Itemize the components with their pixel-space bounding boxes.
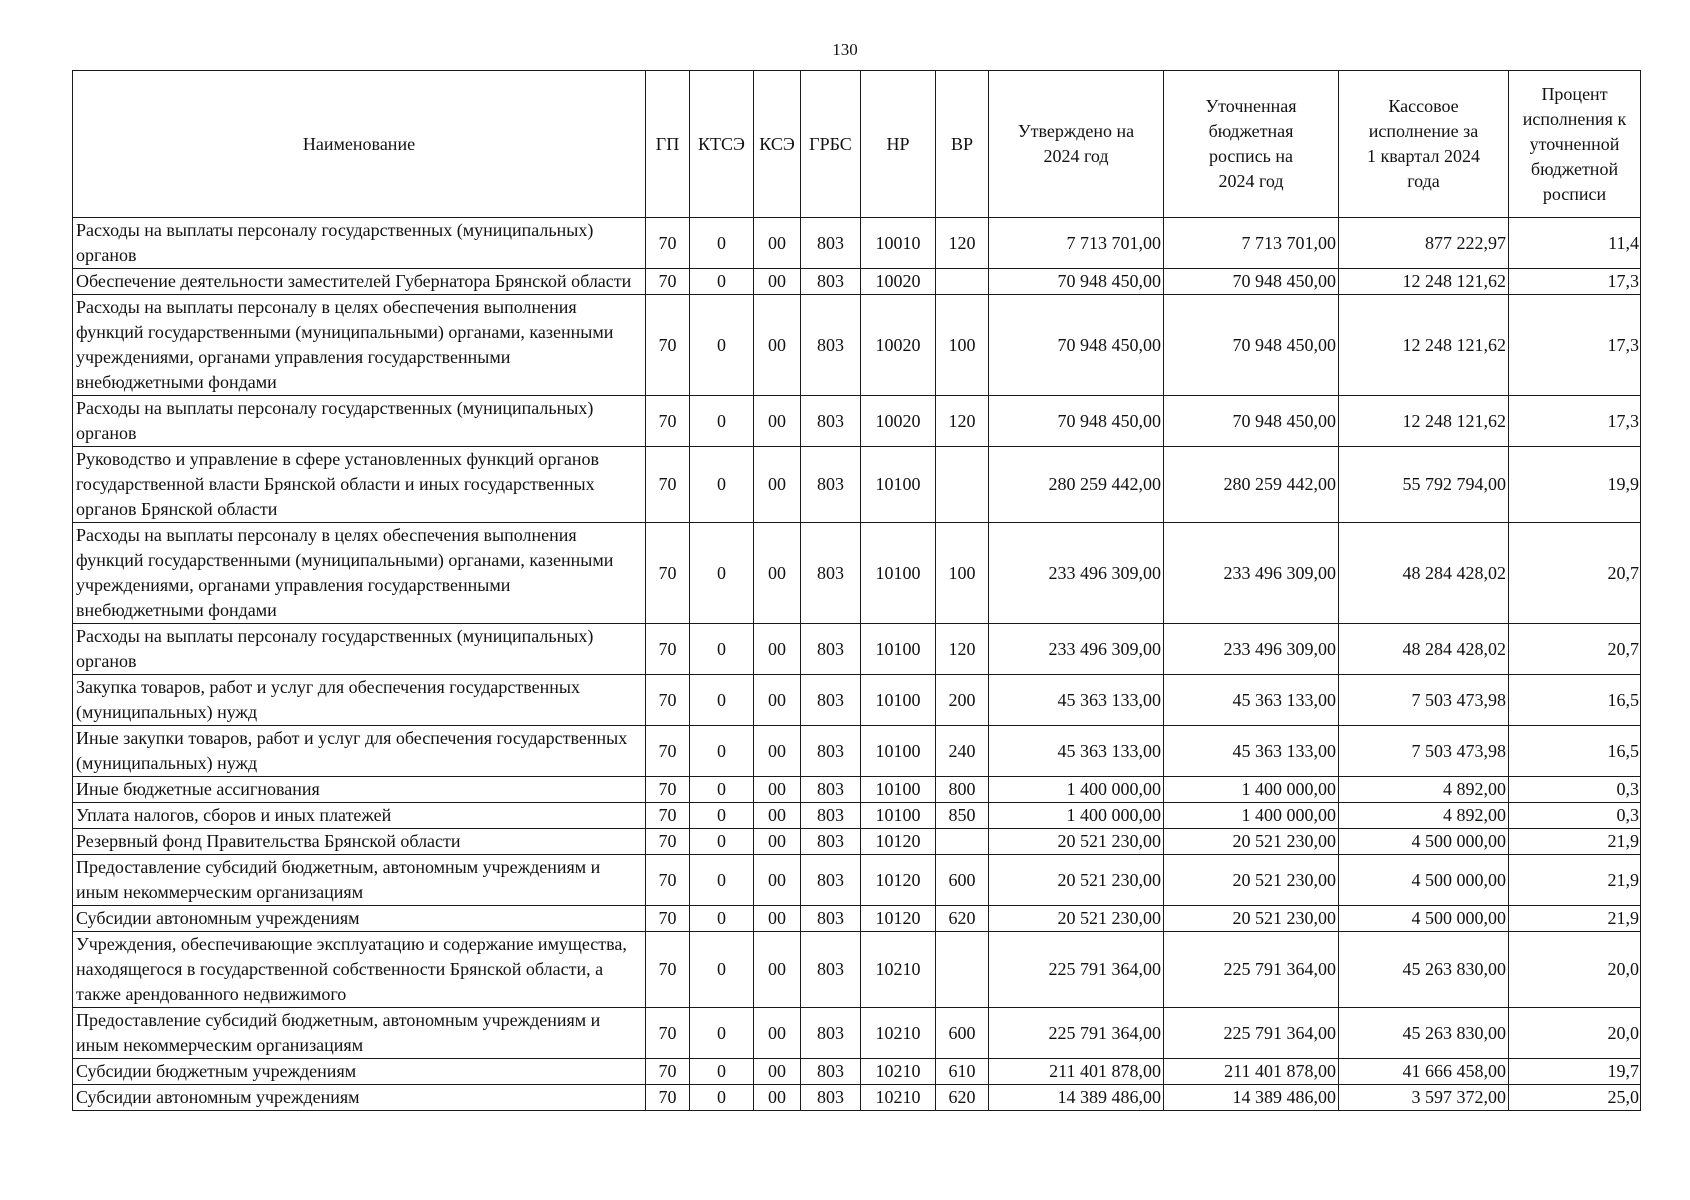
cell-cash: 41 666 458,00 [1339,1059,1509,1085]
cell-approved: 20 521 230,00 [989,855,1164,906]
cell-ktse: 0 [690,218,754,269]
cell-nr: 10100 [861,523,936,624]
cell-kse: 00 [754,624,801,675]
cell-vr: 100 [936,523,989,624]
cell-cash: 4 500 000,00 [1339,829,1509,855]
cell-ktse: 0 [690,624,754,675]
cell-kse: 00 [754,396,801,447]
cell-grbs: 803 [801,447,861,523]
table-row [73,855,1641,906]
cell-percent: 19,9 [1509,447,1641,523]
cell-vr: 240 [936,726,989,777]
cell-gp: 70 [646,1085,690,1111]
cell-percent: 21,9 [1509,855,1641,906]
cell-approved: 20 521 230,00 [989,829,1164,855]
cell-cash: 4 500 000,00 [1339,906,1509,932]
header-kse: КСЭ [754,71,801,218]
cell-kse: 00 [754,855,801,906]
cell-gp: 70 [646,906,690,932]
cell-name: Учреждения, обеспечивающие эксплуатацию и содержание имущества, находящегося в государственной собственности Брянской области, а также арендованного недвижимого [73,932,646,1008]
cell-vr: 200 [936,675,989,726]
table-row [73,726,1641,777]
cell-refined: 70 948 450,00 [1164,295,1339,396]
cell-refined: 1 400 000,00 [1164,777,1339,803]
cell-refined: 1 400 000,00 [1164,803,1339,829]
cell-vr: 120 [936,218,989,269]
cell-approved: 280 259 442,00 [989,447,1164,523]
cell-kse: 00 [754,447,801,523]
cell-vr: 610 [936,1059,989,1085]
cell-nr: 10020 [861,396,936,447]
cell-percent: 17,3 [1509,269,1641,295]
cell-kse: 00 [754,1085,801,1111]
cell-name: Субсидии автономным учреждениям [73,1085,646,1111]
cell-name: Предоставление субсидий бюджетным, автономным учреждениям и иным некоммерческим организациям [73,1008,646,1059]
cell-grbs: 803 [801,777,861,803]
cell-name: Иные закупки товаров, работ и услуг для обеспечения государственных (муниципальных) нужд [73,726,646,777]
cell-percent: 21,9 [1509,829,1641,855]
cell-kse: 00 [754,523,801,624]
cell-approved: 20 521 230,00 [989,906,1164,932]
cell-ktse: 0 [690,1059,754,1085]
cell-grbs: 803 [801,855,861,906]
cell-nr: 10020 [861,295,936,396]
cell-nr: 10010 [861,218,936,269]
cell-percent: 17,3 [1509,396,1641,447]
cell-grbs: 803 [801,218,861,269]
cell-nr: 10210 [861,1059,936,1085]
cell-name: Расходы на выплаты персоналу государственных (муниципальных) органов [73,396,646,447]
cell-gp: 70 [646,1008,690,1059]
cell-cash: 3 597 372,00 [1339,1085,1509,1111]
cell-gp: 70 [646,829,690,855]
cell-refined: 45 363 133,00 [1164,675,1339,726]
cell-name: Руководство и управление в сфере установленных функций органов государственной власти Брянской области и иных государственных органов Брянской области [73,447,646,523]
cell-refined: 7 713 701,00 [1164,218,1339,269]
cell-nr: 10100 [861,777,936,803]
cell-cash: 12 248 121,62 [1339,396,1509,447]
cell-ktse: 0 [690,726,754,777]
cell-approved: 7 713 701,00 [989,218,1164,269]
cell-name: Резервный фонд Правительства Брянской области [73,829,646,855]
cell-vr [936,829,989,855]
cell-vr [936,932,989,1008]
header-gp: ГП [646,71,690,218]
cell-name: Предоставление субсидий бюджетным, автономным учреждениям и иным некоммерческим организациям [73,855,646,906]
cell-cash: 48 284 428,02 [1339,523,1509,624]
cell-refined: 70 948 450,00 [1164,269,1339,295]
cell-approved: 45 363 133,00 [989,675,1164,726]
cell-kse: 00 [754,675,801,726]
cell-approved: 70 948 450,00 [989,295,1164,396]
cell-cash: 7 503 473,98 [1339,726,1509,777]
table-row [73,932,1641,1008]
header-name: Наименование [73,71,646,218]
table-row [73,624,1641,675]
cell-cash: 55 792 794,00 [1339,447,1509,523]
cell-refined: 225 791 364,00 [1164,1008,1339,1059]
cell-percent: 0,3 [1509,803,1641,829]
cell-grbs: 803 [801,1059,861,1085]
cell-gp: 70 [646,396,690,447]
cell-nr: 10210 [861,932,936,1008]
cell-gp: 70 [646,447,690,523]
cell-grbs: 803 [801,295,861,396]
header-refined: Уточненная бюджетная роспись на 2024 год [1164,71,1339,218]
cell-grbs: 803 [801,726,861,777]
cell-vr: 100 [936,295,989,396]
cell-gp: 70 [646,855,690,906]
cell-refined: 70 948 450,00 [1164,396,1339,447]
cell-approved: 225 791 364,00 [989,1008,1164,1059]
cell-refined: 233 496 309,00 [1164,624,1339,675]
table-row [73,829,1641,855]
cell-approved: 225 791 364,00 [989,932,1164,1008]
table-row [73,1059,1641,1085]
cell-approved: 211 401 878,00 [989,1059,1164,1085]
cell-name: Субсидии бюджетным учреждениям [73,1059,646,1085]
cell-nr: 10100 [861,447,936,523]
cell-grbs: 803 [801,906,861,932]
cell-cash: 4 500 000,00 [1339,855,1509,906]
cell-nr: 10210 [861,1008,936,1059]
cell-vr: 600 [936,1008,989,1059]
cell-cash: 877 222,97 [1339,218,1509,269]
cell-grbs: 803 [801,829,861,855]
cell-gp: 70 [646,218,690,269]
cell-vr: 120 [936,396,989,447]
cell-nr: 10100 [861,624,936,675]
cell-grbs: 803 [801,675,861,726]
cell-name: Закупка товаров, работ и услуг для обеспечения государственных (муниципальных) нужд [73,675,646,726]
cell-grbs: 803 [801,932,861,1008]
cell-ktse: 0 [690,829,754,855]
cell-ktse: 0 [690,447,754,523]
cell-cash: 4 892,00 [1339,803,1509,829]
cell-name: Расходы на выплаты персоналу в целях обеспечения выполнения функций государственными (муниципальными) органами, казенными учреждениями, органами управления государственными внебюджетными фондами [73,295,646,396]
table-row [73,295,1641,396]
cell-name: Расходы на выплаты персоналу в целях обеспечения выполнения функций государственными (муниципальными) органами, казенными учреждениями, органами управления государственными внебюджетными фондами [73,523,646,624]
cell-nr: 10210 [861,1085,936,1111]
cell-refined: 20 521 230,00 [1164,855,1339,906]
table-row [73,447,1641,523]
cell-ktse: 0 [690,803,754,829]
cell-percent: 20,7 [1509,523,1641,624]
budget-execution-table [72,70,1641,1111]
cell-nr: 10100 [861,675,936,726]
cell-ktse: 0 [690,675,754,726]
table-row [73,803,1641,829]
cell-percent: 21,9 [1509,906,1641,932]
cell-vr: 850 [936,803,989,829]
cell-kse: 00 [754,1008,801,1059]
header-nr: НР [861,71,936,218]
cell-gp: 70 [646,726,690,777]
table-body [73,218,1641,1111]
cell-ktse: 0 [690,932,754,1008]
cell-vr: 120 [936,624,989,675]
cell-kse: 00 [754,269,801,295]
table-row [73,1008,1641,1059]
cell-percent: 16,5 [1509,675,1641,726]
cell-kse: 00 [754,218,801,269]
cell-gp: 70 [646,523,690,624]
cell-gp: 70 [646,932,690,1008]
cell-name: Иные бюджетные ассигнования [73,777,646,803]
cell-nr: 10020 [861,269,936,295]
cell-refined: 20 521 230,00 [1164,906,1339,932]
cell-refined: 20 521 230,00 [1164,829,1339,855]
table-row [73,269,1641,295]
cell-percent: 25,0 [1509,1085,1641,1111]
cell-vr [936,269,989,295]
cell-grbs: 803 [801,1008,861,1059]
cell-grbs: 803 [801,269,861,295]
cell-ktse: 0 [690,906,754,932]
cell-nr: 10120 [861,906,936,932]
cell-approved: 1 400 000,00 [989,777,1164,803]
cell-ktse: 0 [690,1085,754,1111]
cell-ktse: 0 [690,269,754,295]
cell-percent: 20,0 [1509,932,1641,1008]
cell-refined: 233 496 309,00 [1164,523,1339,624]
cell-approved: 233 496 309,00 [989,523,1164,624]
cell-cash: 12 248 121,62 [1339,295,1509,396]
cell-gp: 70 [646,624,690,675]
header-ktse: КТСЭ [690,71,754,218]
cell-nr: 10120 [861,855,936,906]
cell-approved: 14 389 486,00 [989,1085,1164,1111]
cell-percent: 0,3 [1509,777,1641,803]
cell-gp: 70 [646,269,690,295]
cell-grbs: 803 [801,803,861,829]
cell-refined: 14 389 486,00 [1164,1085,1339,1111]
cell-kse: 00 [754,803,801,829]
cell-approved: 45 363 133,00 [989,726,1164,777]
cell-refined: 45 363 133,00 [1164,726,1339,777]
cell-vr: 600 [936,855,989,906]
cell-cash: 48 284 428,02 [1339,624,1509,675]
cell-ktse: 0 [690,396,754,447]
cell-kse: 00 [754,1059,801,1085]
table-header-row [73,71,1641,218]
cell-gp: 70 [646,295,690,396]
cell-vr: 620 [936,1085,989,1111]
table-row [73,906,1641,932]
cell-name: Расходы на выплаты персоналу государственных (муниципальных) органов [73,624,646,675]
cell-gp: 70 [646,675,690,726]
cell-grbs: 803 [801,523,861,624]
cell-approved: 70 948 450,00 [989,269,1164,295]
cell-vr [936,447,989,523]
cell-kse: 00 [754,726,801,777]
cell-grbs: 803 [801,396,861,447]
cell-kse: 00 [754,829,801,855]
page-number: 130 [832,40,858,59]
cell-ktse: 0 [690,777,754,803]
cell-ktse: 0 [690,295,754,396]
cell-cash: 4 892,00 [1339,777,1509,803]
cell-approved: 70 948 450,00 [989,396,1164,447]
cell-approved: 1 400 000,00 [989,803,1164,829]
table-row [73,1085,1641,1111]
table-row [73,218,1641,269]
table-row [73,675,1641,726]
cell-percent: 20,0 [1509,1008,1641,1059]
cell-ktse: 0 [690,523,754,624]
header-grbs: ГРБС [801,71,861,218]
cell-vr: 620 [936,906,989,932]
cell-refined: 280 259 442,00 [1164,447,1339,523]
cell-name: Расходы на выплаты персоналу государственных (муниципальных) органов [73,218,646,269]
header-cash: Кассовое исполнение за 1 квартал 2024 года [1339,71,1509,218]
cell-nr: 10120 [861,829,936,855]
header-percent: Процент исполнения к уточненной бюджетной росписи [1509,71,1641,218]
cell-percent: 19,7 [1509,1059,1641,1085]
cell-vr: 800 [936,777,989,803]
cell-ktse: 0 [690,1008,754,1059]
cell-kse: 00 [754,932,801,1008]
cell-cash: 7 503 473,98 [1339,675,1509,726]
cell-name: Уплата налогов, сборов и иных платежей [73,803,646,829]
header-approved: Утверждено на 2024 год [989,71,1164,218]
cell-percent: 11,4 [1509,218,1641,269]
cell-kse: 00 [754,777,801,803]
cell-name: Субсидии автономным учреждениям [73,906,646,932]
cell-nr: 10100 [861,803,936,829]
cell-kse: 00 [754,295,801,396]
cell-percent: 17,3 [1509,295,1641,396]
cell-approved: 233 496 309,00 [989,624,1164,675]
cell-cash: 45 263 830,00 [1339,932,1509,1008]
cell-grbs: 803 [801,624,861,675]
cell-refined: 225 791 364,00 [1164,932,1339,1008]
cell-gp: 70 [646,803,690,829]
cell-gp: 70 [646,777,690,803]
cell-refined: 211 401 878,00 [1164,1059,1339,1085]
cell-grbs: 803 [801,1085,861,1111]
cell-nr: 10100 [861,726,936,777]
cell-cash: 45 263 830,00 [1339,1008,1509,1059]
table-row [73,777,1641,803]
table-row [73,396,1641,447]
cell-percent: 20,7 [1509,624,1641,675]
cell-cash: 12 248 121,62 [1339,269,1509,295]
header-vr: ВР [936,71,989,218]
cell-ktse: 0 [690,855,754,906]
cell-name: Обеспечение деятельности заместителей Губернатора Брянской области [73,269,646,295]
table-row [73,523,1641,624]
cell-gp: 70 [646,1059,690,1085]
cell-kse: 00 [754,906,801,932]
cell-percent: 16,5 [1509,726,1641,777]
